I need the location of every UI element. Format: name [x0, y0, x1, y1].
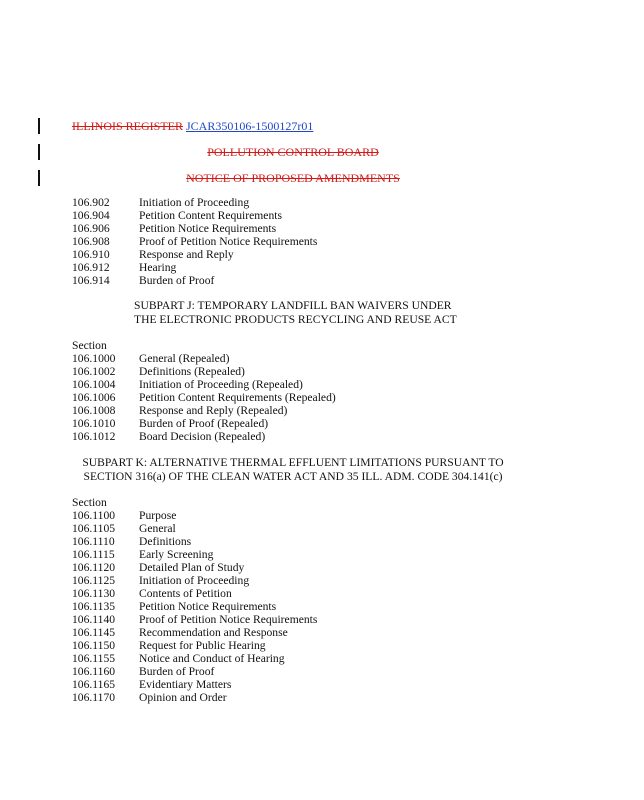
section-number: 106.1135	[72, 600, 116, 613]
section-entry	[72, 587, 592, 600]
section-entry	[72, 404, 592, 417]
section-number: 106.1010	[72, 417, 116, 430]
section-title: Early Screening	[139, 548, 214, 561]
change-bar	[38, 118, 40, 134]
section-entry	[72, 691, 592, 704]
section-title: Petition Notice Requirements	[139, 600, 277, 613]
section-entry	[72, 378, 592, 391]
section-title: Initiation of Proceeding (Repealed)	[139, 378, 303, 391]
section-number: 106.1170	[72, 691, 116, 704]
section-entry	[72, 365, 592, 378]
subpart-k-heading-line2: SECTION 316(a) OF THE CLEAN WATER ACT AND 35 ILL. ADM. CODE 304.141(c)	[83, 470, 503, 483]
section-entry	[72, 639, 592, 652]
register-inserted-text: JCAR350106-1500127r01	[186, 119, 314, 133]
section-title: Petition Content Requirements (Repealed)	[139, 391, 336, 404]
section-entry	[72, 352, 592, 365]
section-number: 106.1004	[72, 378, 116, 391]
register-struck-text: ILLINOIS REGISTER	[72, 119, 183, 133]
register-header	[72, 119, 313, 133]
section-entry	[72, 274, 592, 287]
subpart-j-heading-line2: THE ELECTRONIC PRODUCTS RECYCLING AND REUSE ACT	[134, 313, 457, 326]
board-struck-text: POLLUTION CONTROL BOARD	[207, 145, 379, 159]
section-number: 106.1006	[72, 391, 116, 404]
section-number: 106.1125	[72, 574, 116, 587]
section-number: 106.910	[72, 248, 110, 261]
subpart-k-section-label: Section	[72, 496, 107, 509]
section-entry	[72, 652, 592, 665]
section-entry	[72, 626, 592, 639]
section-title: Definitions (Repealed)	[139, 365, 245, 378]
section-entry	[72, 535, 592, 548]
section-entry	[72, 209, 592, 222]
section-entry	[72, 522, 592, 535]
section-number: 106.1012	[72, 430, 116, 443]
section-number: 106.902	[72, 196, 110, 209]
section-number: 106.914	[72, 274, 110, 287]
section-title: Notice and Conduct of Hearing	[139, 652, 285, 665]
section-entry	[72, 196, 592, 209]
section-title: Purpose	[139, 509, 177, 522]
section-number: 106.904	[72, 209, 110, 222]
section-entry	[72, 574, 592, 587]
section-title: Definitions	[139, 535, 192, 548]
section-number: 106.1105	[72, 522, 116, 535]
section-title: Burden of Proof	[139, 665, 215, 678]
section-number: 106.1100	[72, 509, 116, 522]
section-entry	[72, 222, 592, 235]
section-title: Petition Notice Requirements	[139, 222, 277, 235]
section-number: 106.1110	[72, 535, 115, 548]
section-entry	[72, 248, 592, 261]
section-title: General	[139, 522, 176, 535]
section-entry	[72, 548, 592, 561]
subpart-k-heading-line1: SUBPART K: ALTERNATIVE THERMAL EFFLUENT LIMITATIONS PURSUANT TO	[82, 456, 504, 469]
section-number: 106.1155	[72, 652, 116, 665]
section-title: General (Repealed)	[139, 352, 230, 365]
section-entry	[72, 430, 592, 443]
section-number: 106.912	[72, 261, 110, 274]
subpart-j-heading-line1: SUBPART J: TEMPORARY LANDFILL BAN WAIVERS UNDER	[134, 299, 452, 312]
section-title: Burden of Proof	[139, 274, 215, 287]
section-title: Board Decision (Repealed)	[139, 430, 266, 443]
section-entry	[72, 235, 592, 248]
section-entry	[72, 665, 592, 678]
section-title: Proof of Petition Notice Requirements	[139, 235, 318, 248]
section-title: Petition Content Requirements	[139, 209, 282, 222]
subpart-j-heading	[134, 299, 457, 327]
section-title: Burden of Proof (Repealed)	[139, 417, 269, 430]
section-title: Proof of Petition Notice Requirements	[139, 613, 318, 626]
section-number: 106.1002	[72, 365, 116, 378]
section-title: Response and Reply	[139, 248, 234, 261]
section-number: 106.1008	[72, 404, 116, 417]
section-number: 106.906	[72, 222, 110, 235]
section-entry	[72, 561, 592, 574]
section-number: 106.1000	[72, 352, 116, 365]
section-number: 106.1150	[72, 639, 116, 652]
section-entry	[72, 509, 592, 522]
section-entry	[72, 613, 592, 626]
section-number: 106.1165	[72, 678, 116, 691]
section-list-subpart-k	[72, 509, 592, 704]
section-list-subpart-j	[72, 352, 592, 443]
section-number: 106.1160	[72, 665, 116, 678]
section-entry	[72, 417, 592, 430]
section-title: Detailed Plan of Study	[139, 561, 245, 574]
section-title: Hearing	[139, 261, 177, 274]
section-number: 106.908	[72, 235, 110, 248]
section-title: Recommendation and Response	[139, 626, 288, 639]
subpart-j-section-label: Section	[72, 339, 107, 352]
section-title: Request for Public Hearing	[139, 639, 266, 652]
section-title: Initiation of Proceeding	[139, 574, 250, 587]
section-number: 106.1120	[72, 561, 116, 574]
subpart-k-heading	[0, 456, 586, 484]
section-number: 106.1130	[72, 587, 116, 600]
section-entry	[72, 391, 592, 404]
section-entry	[72, 261, 592, 274]
section-title: Initiation of Proceeding	[139, 196, 250, 209]
section-title: Evidentiary Matters	[139, 678, 232, 691]
section-entry	[72, 600, 592, 613]
section-entry	[72, 678, 592, 691]
section-list-subpart-i	[72, 196, 592, 287]
section-number: 106.1140	[72, 613, 116, 626]
section-title: Opinion and Order	[139, 691, 227, 704]
section-number: 106.1145	[72, 626, 116, 639]
notice-struck-text: NOTICE OF PROPOSED AMENDMENTS	[186, 171, 400, 185]
notice-header	[0, 171, 586, 185]
section-title: Contents of Petition	[139, 587, 232, 600]
section-title: Response and Reply (Repealed)	[139, 404, 288, 417]
section-number: 106.1115	[72, 548, 115, 561]
board-header	[0, 145, 586, 159]
